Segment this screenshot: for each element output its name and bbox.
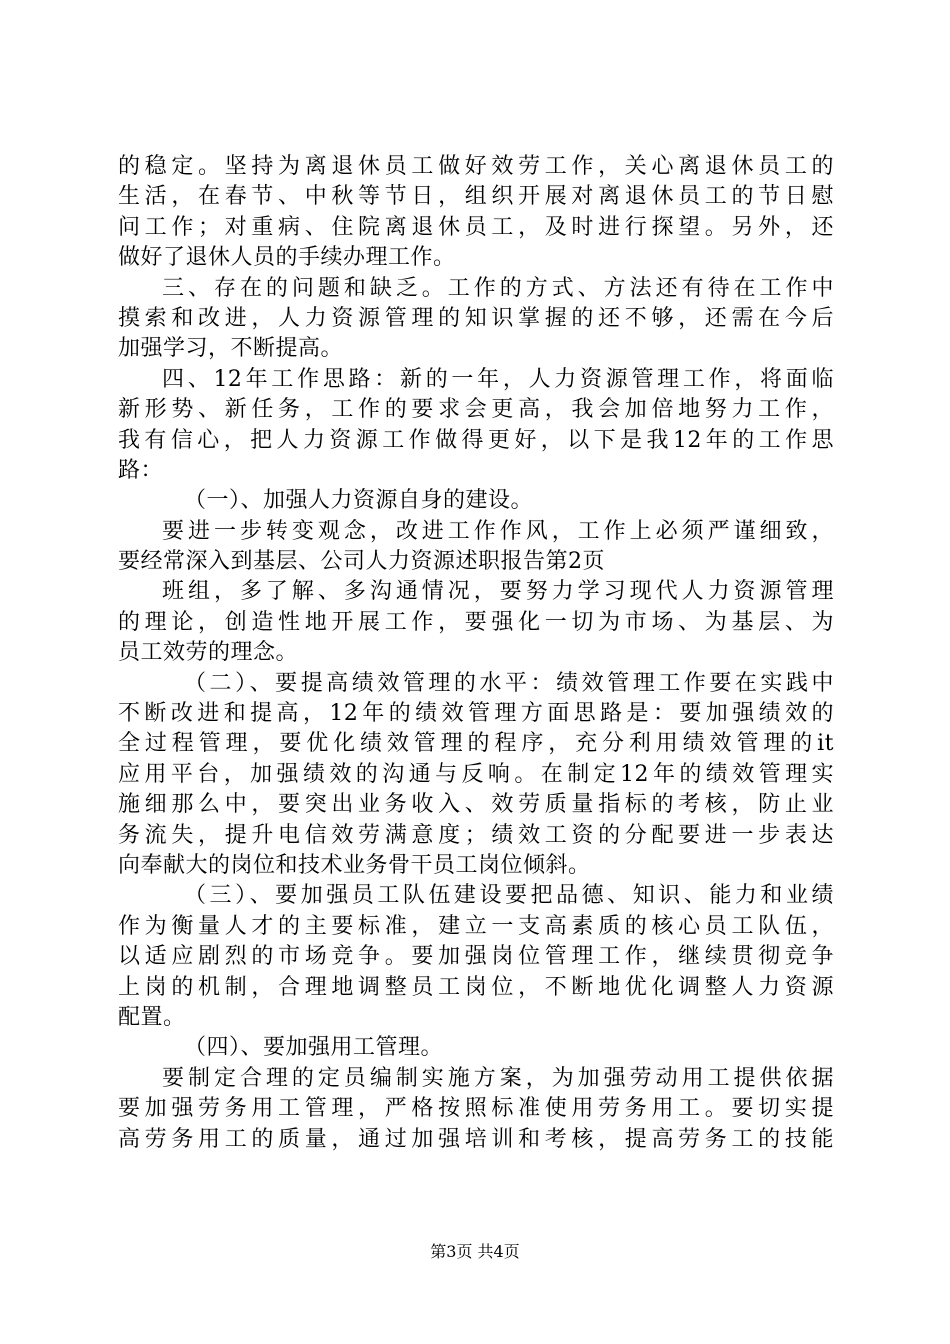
text-line: 路： (118, 457, 164, 483)
text-line: 新形势、新任务，工作的要求会更高，我会加倍地努力工作， (118, 397, 834, 423)
text-line: （一）、加强人力资源自身的建设。 (184, 488, 534, 514)
text-line: 加强学习，不断提高。 (118, 336, 344, 362)
text-line: 要加强劳务用工管理，严格按照标准使用劳务用工。要切实提 (118, 1096, 834, 1122)
text-line: 要经常深入到基层、公司人力资源述职报告第2页 (118, 549, 605, 575)
text-line: 以适应剧烈的市场竞争。要加强岗位管理工作，继续贯彻竞争 (118, 944, 834, 970)
text-line: 应用平台，加强绩效的沟通与反响。在制定12年的绩效管理实 (118, 761, 834, 787)
text-line: 的稳定。坚持为离退休员工做好效劳工作，关心离退休员工的 (118, 154, 834, 179)
text-line: 上岗的机制，合理地调整员工岗位，不断地优化调整人力资源 (118, 974, 834, 1000)
page-number-label: 第3页 共4页 (430, 1242, 520, 1261)
text-line: 三、存在的问题和缺乏。工作的方式、方法还有待在工作中 (162, 275, 834, 301)
page-footer (0, 1242, 950, 1262)
document-body (118, 152, 834, 1155)
text-line: 务流失，提升电信效劳满意度；绩效工资的分配要进一步表达 (118, 822, 834, 848)
text-line: 施细那么中，要突出业务收入、效劳质量指标的考核，防止业 (118, 792, 834, 818)
text-line: 作为衡量人才的主要标准，建立一支高素质的核心员工队伍， (118, 913, 834, 939)
text-line: 要进一步转变观念，改进工作作风，工作上必须严谨细致， (162, 518, 834, 544)
text-line: 四、12年工作思路：新的一年，人力资源管理工作，将面临 (162, 366, 834, 392)
text-line: （四）、要加强用工管理。 (184, 1035, 444, 1061)
text-line: 员工效劳的理念。 (118, 640, 299, 666)
text-line: 做好了退休人员的手续办理工作。 (118, 245, 456, 271)
text-line: （二）、要提高绩效管理的水平：绩效管理工作要在实践中 (184, 670, 834, 696)
text-line: 摸索和改进，人力资源管理的知识掌握的还不够，还需在今后 (118, 305, 834, 331)
text-line: 向奉献大的岗位和技术业务骨干员工岗位倾斜。 (118, 852, 591, 878)
text-line: 配置。 (118, 1004, 186, 1030)
text-line: 高劳务用工的质量，通过加强培训和考核，提高劳务工的技能 (118, 1126, 834, 1152)
text-line: 班组，多了解、多沟通情况，要努力学习现代人力资源管理 (162, 579, 834, 605)
text-line: 问工作；对重病、住院离退休员工，及时进行探望。另外，还 (118, 214, 834, 240)
text-line: 生活，在春节、中秋等节日，组织开展对离退休员工的节日慰 (118, 184, 834, 210)
text-line: 的理论，创造性地开展工作，要强化一切为市场、为基层、为 (118, 609, 834, 635)
text-line: 要制定合理的定员编制实施方案，为加强劳动用工提供依据 (162, 1065, 834, 1091)
text-line: 全过程管理，要优化绩效管理的程序，充分利用绩效管理的it (118, 731, 834, 757)
text-line: 不断改进和提高，12年的绩效管理方面思路是：要加强绩效的 (118, 701, 834, 727)
text-line: 我有信心，把人力资源工作做得更好，以下是我12年的工作思 (118, 427, 834, 453)
text-line: （三）、要加强员工队伍建设要把品德、知识、能力和业绩 (184, 883, 834, 909)
